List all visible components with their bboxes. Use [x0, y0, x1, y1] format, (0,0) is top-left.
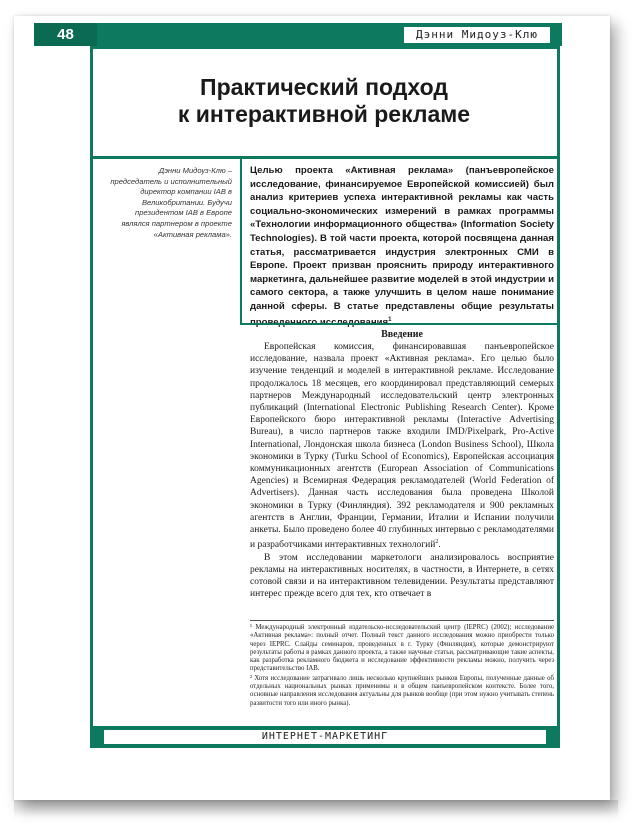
title-divider	[90, 156, 560, 159]
magazine-page	[14, 16, 610, 800]
title-line-2: к интерактивной рекламе	[177, 101, 471, 127]
author-note: Дэнни Мидоуз-Клю – председатель и исполнительный директор компании IAB в Великобритании. Будучи президентом IAB в Европе являлся партнером в проекте «Активная реклама».	[110, 166, 232, 239]
article-title	[104, 74, 544, 128]
abstract-footnote-ref: 1	[388, 316, 392, 323]
page-number: 48	[34, 23, 97, 46]
section-heading: Введение	[381, 329, 423, 340]
sidebar-divider	[240, 159, 242, 323]
paragraph-1-footnote-ref: 2	[435, 539, 439, 546]
footnote-divider	[250, 620, 554, 621]
body-text	[250, 341, 554, 600]
paragraph-2: В этом исследовании маркетологи анализировалось восприятие рекламы на интерактивных носителях, в частности, в Интернете, в сетях сотовой связи и на интерактивном телевидении. Результаты представляют интерес прежде всего для тех, кто отвечает в	[250, 552, 554, 600]
footnote-1: ¹ Международный электронный издательско-исследовательский центр (IEPRC) (2002); исследование «Активная реклама»: полный отчет. Полный текст данного исследования можно приобрести только через IEPRC. Слайды семинаров, проведенных в г. Турку (Финляндия), которые демонстрируют результаты работы в рамках данного проекта, а также научные статьи, рассматривающие такие аспекты, как разработка рекламного бюджета и исследование эффективности рекламы можно, получить через представительство IAB.	[250, 624, 554, 673]
running-head: Дэнни Мидоуз-Клю	[404, 27, 550, 43]
page-shadow	[14, 800, 618, 818]
abstract-text: Целью проекта «Активная реклама» (панъевропейское исследование, финансируемое Европейской комиссией) был анализ критериев успеха интерактивной рекламы как часть социально-экономических измерений в рамках программы «Технологии информационного общества» (Information Society Technologies). В той части проекта, которой посвящена данная статья, рассматривается индустрия электронных СМИ в Европе. Проект призван прояснить природу интерактивного маркетинга, дальнейшее развитие моделей в этой индустрии и самого сектора, а также улучшить в целом наше понимание данной сферы. В статье представлены общие результаты	[250, 165, 554, 312]
footnotes	[250, 624, 554, 709]
paragraph-1: Европейская комиссия, финансировавшая панъевропейское исследование, назвала проект «Активная реклама». Его целью было изучение тенденций и моделей в интерактивной рекламе. Исследование продолжалось 18 месяцев, его координировал представляющий семерых партнеров Международный исследовательский центр электронных публикаций (International Electronic Publishing Research Center). Кроме Европейского бюро интерактивной рекламы (Interactive Advertising Bureau), в число партнеров также входили IMD/Pixelpark, Pro-Active International, Лондонская школа бизнеса (London Business School), Школа экономики в Турку (Turku School of Economics), Европейская ассоциация коммуникационных агентств (European Association of Communications Agencies) и Всемирная Федерация рекламодателей (World Federation of Advertisers). Данная часть исследования была проведена Школой экономики в Турку (Финляндия). 392 рекламодателя и 900 рекламных агентств в Англии, Франции, Германии, Италии и Испании получили анкеты. Было проведено более 40 глубинных интервью с рекламодателями и разработчиками интерактивных технологий$^2$.	[250, 342, 554, 551]
footer-label: ИНТЕРНЕТ-МАРКЕТИНГ	[104, 730, 546, 744]
abstract-divider	[240, 323, 560, 325]
footnote-2: ² Хотя исследование затрагивало лишь несколько крупнейших рынков Европы, полученные данные об отдельных национальных рынках применимы и в общем панъевропейском контексте. Более того, основные направления исследования актуальны для рынков вообще (при этом нужно учитывать степень развитости того или иного рынка).	[250, 674, 554, 707]
paragraph-1-text: Европейская комиссия, финансировавшая панъевропейское исследование, назвала проект «Активная реклама». Его целью было изучение тенденций и моделей в интерактивной рекламе. Исследование продолжалось 18 месяцев, его координировал представляющий семерых партнеров Международный исследовательский центр электронных публикаций (International Electronic Publishing Research Center). Кроме Европейского бюро интерактивной рекламы (Interactive Advertising Bureau), в число партнеров также входили IMD/Pixelpark, Pro-Active International, Лондонская школа бизнеса (London Business School), Школа экономики в Турку (Turku School of Economics), Европейская ассоциация коммуникационных агентств (European Association of Communications Agencies) и Всемирная Федерация рекламодателей (World Federation of Advertisers). Данная часть исследования была проведена Школой экономики в Турку (Финляндия). 392 рекламодателя и 900 рекламных агентств в Англии, Франции, Германии, Италии и Испании получили анкеты. Было проведено более 40 глубинных интервью с рекламодателями и разработчиками интерактивных технологий	[250, 342, 554, 551]
title-line-1: Практический подход	[200, 74, 448, 100]
abstract	[250, 164, 554, 329]
